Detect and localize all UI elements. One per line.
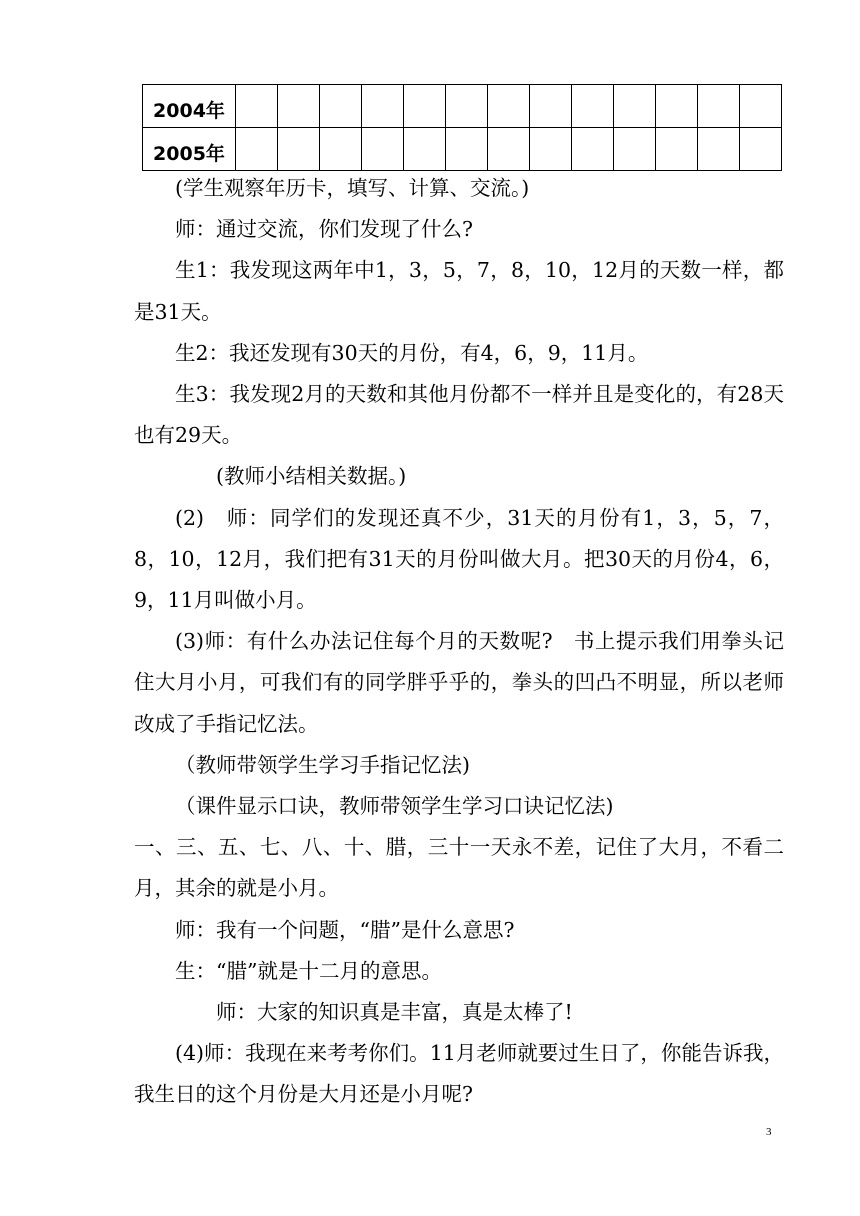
empty-cell — [740, 85, 782, 128]
empty-cell — [320, 128, 362, 171]
empty-cell — [614, 85, 656, 128]
empty-cell — [446, 85, 488, 128]
page-number: 3 — [766, 1126, 772, 1138]
paragraph: 师：大家的知识真是丰富，真是太棒了! — [216, 1000, 573, 1025]
empty-cell — [530, 85, 572, 128]
empty-cell — [404, 85, 446, 128]
lesson-text — [134, 168, 784, 1116]
empty-cell — [446, 128, 488, 171]
empty-cell — [698, 85, 740, 128]
year-cell: 2005年 — [143, 128, 236, 171]
empty-cell — [698, 128, 740, 171]
empty-cell — [362, 128, 404, 171]
empty-cell — [740, 128, 782, 171]
paragraph: （课件显示口诀，教师带领学生学习口诀记忆法) — [175, 794, 614, 819]
paragraph: 师：通过交流，你们发现了什么? — [175, 217, 473, 242]
paragraph: (学生观察年历卡，填写、计算、交流。) — [175, 176, 530, 200]
paragraph: 一、三、五、七、八、十、腊，三十一天永不差，记住了大月，不看二月，其余的就是小月。 — [134, 835, 784, 901]
empty-cell — [488, 85, 530, 128]
empty-cell — [530, 128, 572, 171]
empty-cell — [236, 128, 278, 171]
empty-cell — [572, 85, 614, 128]
empty-cell — [614, 128, 656, 171]
empty-cell — [656, 128, 698, 171]
empty-cell — [404, 128, 446, 171]
empty-cell — [236, 85, 278, 128]
empty-cell — [320, 85, 362, 128]
paragraph: 生3：我发现2月的天数和其他月份都不一样并且是变化的，有28天也有29天。 — [134, 382, 784, 448]
paragraph: (4)师：我现在来考考你们。11月老师就要过生日了，你能告诉我，我生日的这个月份是大月还是小月呢? — [134, 1041, 784, 1107]
paragraph: (3)师：有什么办法记住每个月的天数呢? 书上提示我们用拳头记住大月小月，可我们有的同学胖乎乎的，拳头的凹凸不明显，所以老师改成了手指记忆法。 — [134, 629, 784, 736]
paragraph: 师：我有一个问题，“腊”是什么意思? — [175, 917, 515, 942]
paragraph: 生1：我发现这两年中1，3，5，7，8，10，12月的天数一样，都是31天。 — [134, 258, 784, 324]
table-row — [143, 85, 782, 128]
empty-cell — [278, 85, 320, 128]
paragraph: (2) 师：同学们的发现还真不少，31天的月份有1，3，5，7，8，10，12月，我们把有31天的月份叫做大月。把30天的月份4，6，9，11月叫做小月。 — [134, 505, 784, 613]
year-cell: 2004年 — [143, 85, 236, 128]
month-days-table — [142, 84, 782, 171]
empty-cell — [278, 128, 320, 171]
empty-cell — [572, 128, 614, 171]
table-row — [143, 128, 782, 171]
empty-cell — [488, 128, 530, 171]
empty-cell — [362, 85, 404, 128]
paragraph: (教师小结相关数据。) — [216, 464, 407, 489]
paragraph: 生2：我还发现有30天的月份，有4，6，9，11月。 — [175, 340, 649, 365]
calendar-table — [142, 84, 782, 171]
paragraph: 生：“腊”就是十二月的意思。 — [175, 958, 442, 983]
paragraph: （教师带领学生学习手指记忆法) — [175, 752, 470, 777]
empty-cell — [656, 85, 698, 128]
